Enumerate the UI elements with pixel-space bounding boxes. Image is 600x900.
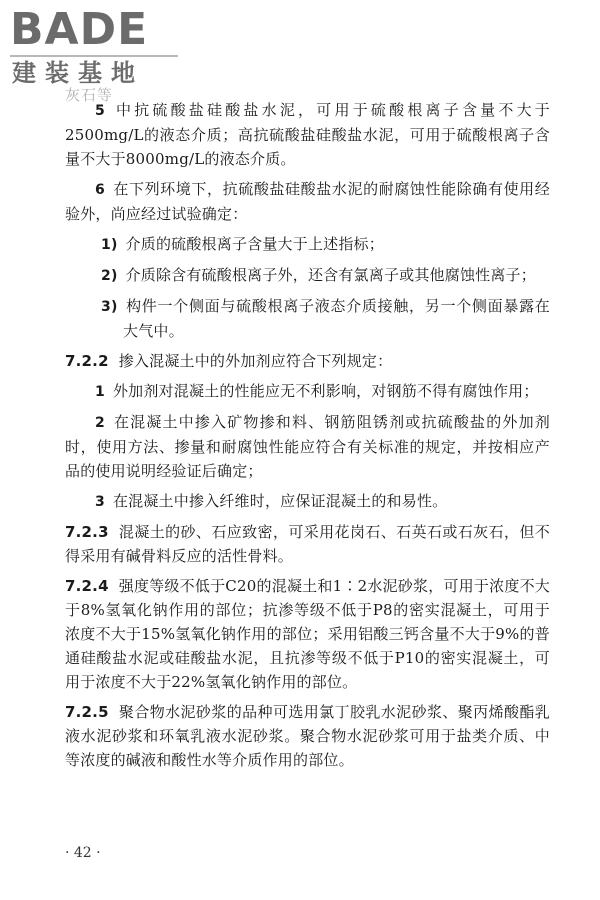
section-number: 7.2.5: [65, 703, 109, 721]
section-7-2-2-item-3: [65, 489, 550, 514]
logo-subtitle: 建装基地: [12, 59, 144, 87]
item-text: 外加剂对混凝土的性能应无不利影响，对钢筋不得有腐蚀作用；: [112, 382, 539, 400]
section-number: 7.2.4: [65, 577, 109, 595]
subitem-number: 1): [101, 237, 118, 253]
item-number: 2: [95, 415, 105, 431]
section-7-2-2: [65, 349, 550, 373]
item-number: 1: [95, 384, 105, 400]
subitem-2: [65, 263, 550, 288]
item-text: 中抗硫酸盐硅酸盐水泥，可用于硫酸根离子含量不大于2500mg/L的液态介质；高抗硫酸盐硅酸盐水泥，可用于硫酸根离子含量不大于8000mg/L的液态介质。: [65, 101, 550, 168]
section-number: 7.2.2: [65, 352, 109, 370]
section-7-2-3: [65, 520, 550, 568]
subitem-text: 介质除含有硫酸根离子外，还含有氯离子或其他腐蚀性离子；: [125, 266, 536, 284]
paragraph-5: [65, 98, 550, 171]
item-text: 在混凝土中掺入矿物掺和料、钢筋阻锈剂或抗硫酸盐的外加剂时，使用方法、掺量和耐腐蚀性能应符合有关标准的规定，并按相应产品的使用说明经验证后确定；: [65, 413, 550, 480]
section-7-2-2-item-1: [65, 379, 550, 404]
page-number: · 42 ·: [65, 845, 101, 861]
section-7-2-2-item-2: [65, 410, 550, 483]
subitem-text: 介质的硫酸根离子含量大于上述指标；: [125, 235, 384, 253]
section-number: 7.2.3: [65, 523, 109, 541]
paragraph-6: [65, 177, 550, 226]
item-text: 在下列环境下，抗硫酸盐硅酸盐水泥的耐腐蚀性能除确有使用经验外，尚应经过试验确定：: [65, 180, 550, 223]
logo: [10, 6, 180, 92]
section-7-2-5: [65, 700, 550, 772]
logo-wordmark: BADE: [10, 4, 149, 55]
section-7-2-4: [65, 574, 550, 694]
subitem-3: [65, 294, 550, 343]
item-number: 6: [95, 182, 105, 198]
section-text: 混凝土的砂、石应致密，可采用花岗石、石英石或石灰石，但不得采用有碱骨料反应的活性骨料。: [65, 523, 550, 565]
section-text: 强度等级不低于C20的混凝土和1∶2水泥砂浆，可用于浓度不大于8%氢氧化钠作用的部位；抗渗等级不低于P8的密实混凝土，可用于浓度不大于15%氢氧化钠作用的部位；采用铝酸三钙含量不大于9%的普通硅酸盐水泥或硅酸盐水泥，且抗渗等级不低于P10的密实混凝土，可用于浓度不大于22%氢氧化钠作用的部位。: [65, 577, 550, 691]
truncated-text: 灰石等: [65, 86, 114, 104]
document-body: [65, 98, 550, 778]
item-number: 3: [95, 494, 105, 510]
subitem-number: 3): [101, 299, 118, 315]
subitem-number: 2): [101, 268, 118, 284]
logo-divider: [10, 55, 178, 57]
section-text: 掺入混凝土中的外加剂应符合下列规定：: [118, 352, 393, 370]
item-text: 在混凝土中掺入纤维时，应保证混凝土的和易性。: [112, 492, 448, 510]
item-number: 5: [95, 103, 105, 119]
section-text: 聚合物水泥砂浆的品种可选用氯丁胶乳水泥砂浆、聚丙烯酸酯乳液水泥砂浆和环氧乳液水泥砂浆。聚合物水泥砂浆可用于盐类介质、中等浓度的碱液和酸性水等介质作用的部位。: [65, 703, 550, 769]
subitem-text: 构件一个侧面与硫酸根离子液态介质接触，另一个侧面暴露在大气中。: [123, 297, 550, 340]
subitem-1: [65, 232, 550, 257]
